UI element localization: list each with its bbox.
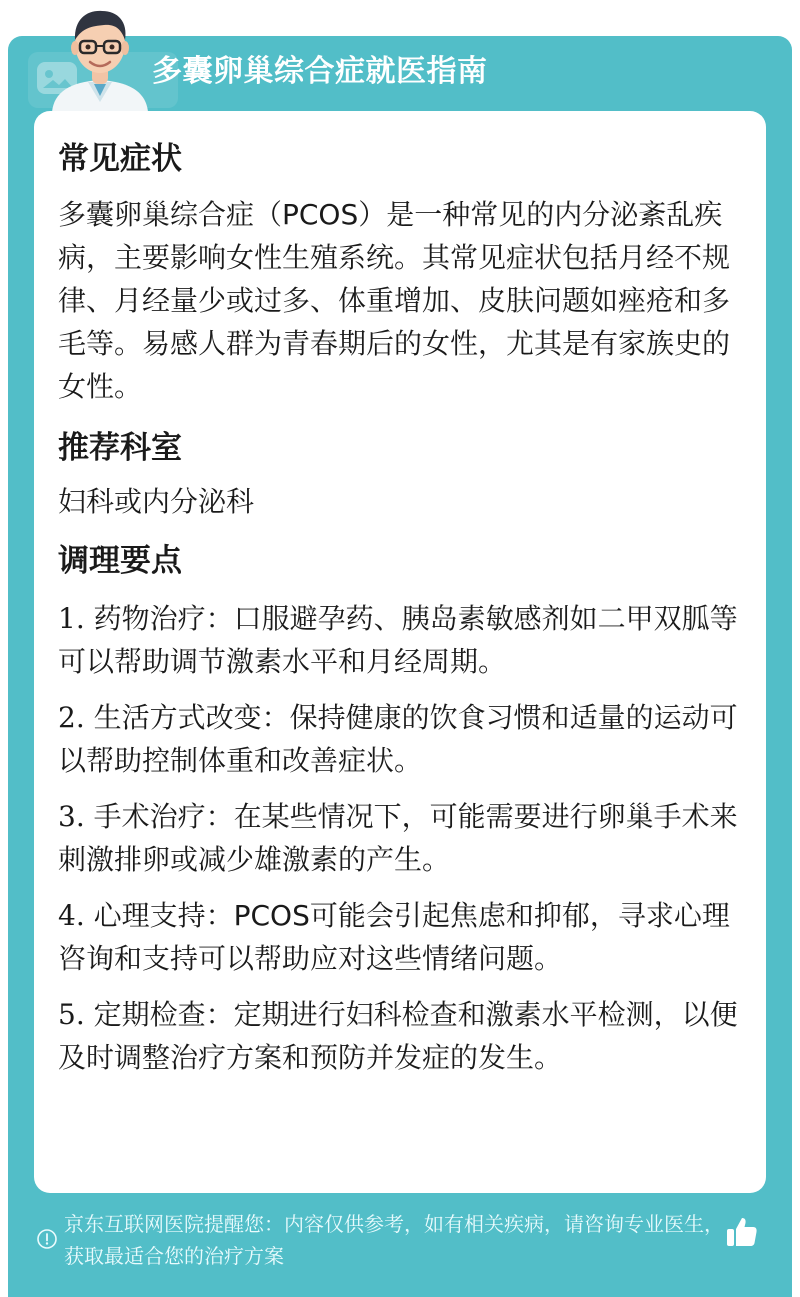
thumbs-up-icon[interactable] (724, 1214, 760, 1250)
list-item-number: 3. (58, 800, 85, 833)
list-item-number: 4. (58, 899, 85, 932)
department-text: 妇科或内分泌科 (58, 485, 255, 518)
list-item-text: 生活方式改变：保持健康的饮食习惯和适量的运动可以帮助控制体重和改善症状。 (58, 701, 738, 777)
page-title: 多囊卵巢综合症就医指南 (152, 54, 488, 89)
list-item (58, 993, 742, 1079)
care-list (58, 597, 742, 1079)
list-item-text: 心理支持：PCOS可能会引起焦虑和抑郁，寻求心理咨询和支持可以帮助应对这些情绪问题。 (58, 899, 730, 975)
guide-content-panel (34, 111, 766, 1193)
department-heading: 推荐科室 (58, 430, 182, 466)
list-item (58, 894, 742, 980)
list-item (58, 696, 742, 782)
list-item (58, 597, 742, 683)
list-item-text: 手术治疗：在某些情况下，可能需要进行卵巢手术来刺激排卵或减少雄激素的产生。 (58, 800, 738, 876)
symptoms-heading: 常见症状 (58, 141, 182, 177)
disclaimer-text: 京东互联网医院提醒您：内容仅供参考，如有相关疾病，请咨询专业医生，获取最适合您的治疗方案 (64, 1212, 724, 1268)
info-icon (36, 1228, 58, 1250)
list-item-text: 药物治疗：口服避孕药、胰岛素敏感剂如二甲双胍等可以帮助调节激素水平和月经周期。 (58, 602, 738, 678)
list-item (58, 795, 742, 881)
list-item-number: 2. (58, 701, 85, 734)
list-item-number: 1. (58, 602, 85, 635)
list-item-number: 5. (58, 998, 85, 1031)
care-heading: 调理要点 (58, 543, 182, 579)
symptoms-text: 多囊卵巢综合症（PCOS）是一种常见的内分泌紊乱疾病，主要影响女性生殖系统。其常见症状包括月经不规律、月经量少或过多、体重增加、皮肤问题如痤疮和多毛等。易感人群为青春期后的女性，尤其是有家族史的女性。 (58, 198, 731, 403)
doctor-avatar-icon (44, 4, 156, 112)
list-item-text: 定期检查：定期进行妇科检查和激素水平检测，以便及时调整治疗方案和预防并发症的发生。 (58, 998, 738, 1074)
